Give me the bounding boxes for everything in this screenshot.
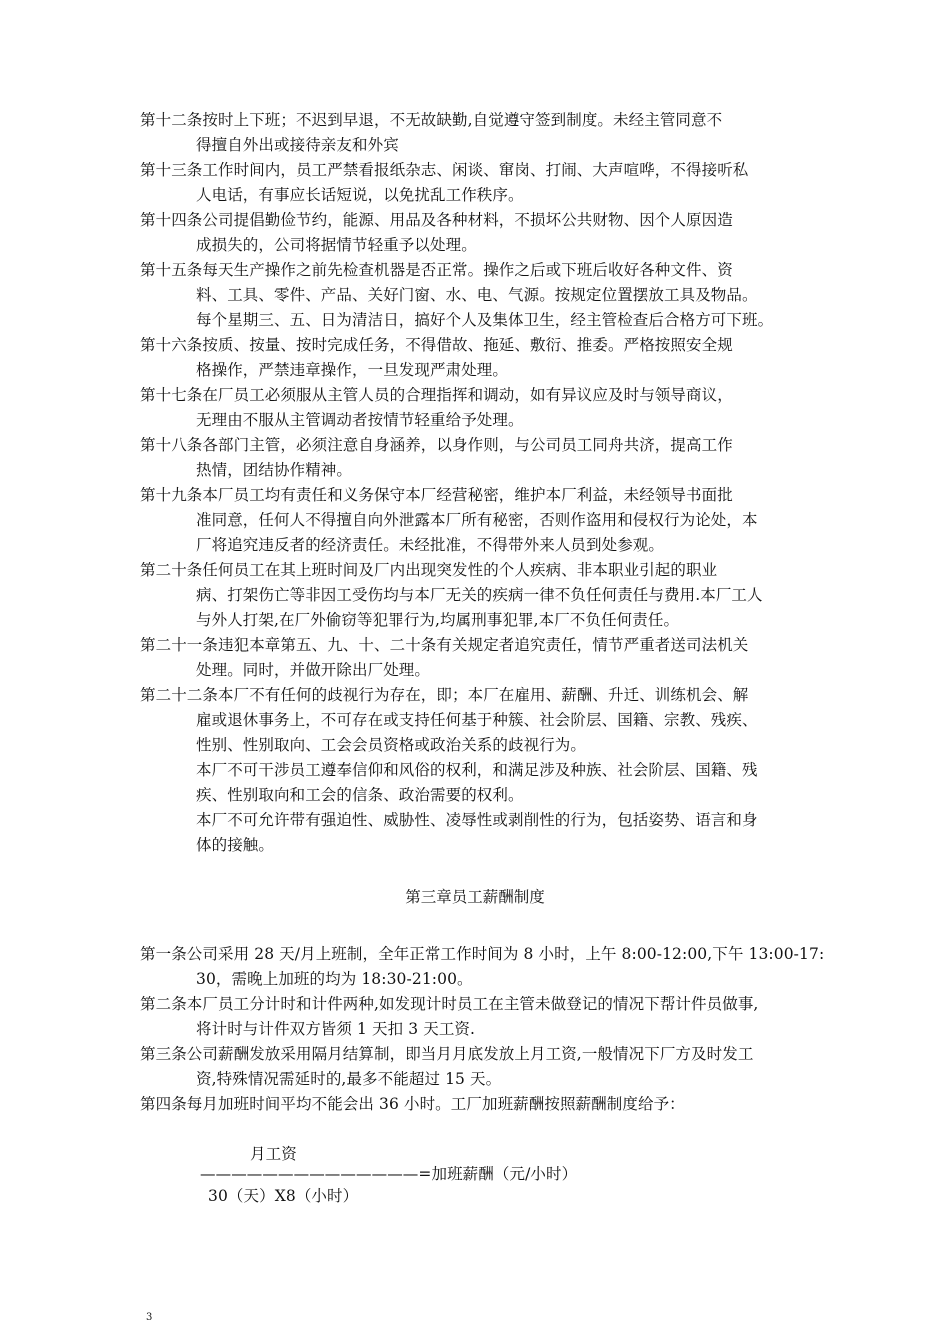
- article-first-line: 第十二条按时上下班；不迟到早退，不无故缺勤,自觉遵守签到制度。未经主管同意不: [140, 111, 723, 129]
- article-continuation-line: 与外人打架,在厂外偷窃等犯罪行为,均属刑事犯罪,本厂不负任何责任。: [196, 611, 680, 629]
- article-continuation-line: 准同意，任何人不得擅自向外泄露本厂所有秘密，否则作盗用和侵权行为论处，本: [196, 511, 758, 529]
- article-continuation-line: 热情，团结协作精神。: [196, 461, 353, 479]
- article-continuation-line: 资,特殊情况需延时的,最多不能超过 15 天。: [196, 1070, 502, 1088]
- page-number: 3: [146, 1312, 153, 1323]
- article-first-line: 第三条公司薪酬发放采用隔月结算制，即当月月底发放上月工资,一般情况下厂方及时发工: [140, 1045, 754, 1063]
- article-first-line: 第二条本厂员工分计时和计件两种,如发现计时员工在主管未做登记的情况下帮计件员做事,: [140, 995, 759, 1013]
- article-first-line: 第十七条在厂员工必须服从主管人员的合理指挥和调动，如有异议应及时与领导商议，: [140, 386, 733, 404]
- article-continuation-line: 每个星期三、五、日为清洁日，搞好个人及集体卫生，经主管检查后合格方可下班。: [196, 311, 774, 329]
- article-continuation-line: 无理由不服从主管调动者按情节轻重给予处理。: [196, 411, 524, 429]
- formula-fraction-line: ——————————————=加班薪酬（元/小时）: [200, 1165, 578, 1183]
- regulations-upper-section: [140, 110, 830, 854]
- article-first-line: 第十四条公司提倡勤俭节约，能源、用品及各种材料，不损坏公共财物、因个人原因造: [140, 211, 733, 229]
- formula-numerator: 月工资: [250, 1145, 297, 1163]
- article-continuation-line: 厂将追究违反者的经济责任。未经批准，不得带外来人员到处参观。: [196, 536, 665, 554]
- article-first-line: 第十三条工作时间内，员工严禁看报纸杂志、闲谈、窜岗、打闹、大声喧哗，不得接听私: [140, 161, 749, 179]
- overtime-formula: [140, 1144, 830, 1214]
- article-first-line: 第一条公司采用 28 天/月上班制，全年正常工作时间为 8 小时，上午 8:00-12:00,下午 13:00-17:: [140, 945, 825, 963]
- article-first-line: 第十六条按质、按量、按时完成任务，不得借故、拖延、敷衍、推委。严格按照安全规: [140, 336, 733, 354]
- article-continuation-line: 30，需晚上加班的均为 18:30-21:00。: [196, 970, 473, 988]
- article-continuation-line: 本厂不可允许带有强迫性、威胁性、凌辱性或剥削性的行为，包括姿势、语言和身: [196, 811, 758, 829]
- article-continuation-line: 性别、性别取向、工会会员资格或政治关系的歧视行为。: [196, 736, 587, 754]
- article-first-line: 第十八条各部门主管，必须注意自身涵养，以身作则，与公司员工同舟共济，提高工作: [140, 436, 733, 454]
- article-continuation-line: 格操作，严禁违章操作，一旦发现严肃处理。: [196, 361, 509, 379]
- article-continuation-line: 人电话，有事应长话短说，以免扰乱工作秩序。: [196, 186, 524, 204]
- article-continuation-line: 将计时与计件双方皆须 1 天扣 3 天工资.: [196, 1020, 476, 1038]
- article-continuation-line: 本厂不可干涉员工遵奉信仰和风俗的权利，和满足涉及种族、社会阶层、国籍、残: [196, 761, 758, 779]
- article-continuation-line: 得擅自外出或接待亲友和外宾: [196, 136, 399, 154]
- article-continuation-line: 成损失的，公司将据情节轻重予以处理。: [196, 236, 477, 254]
- article-first-line: 第二十二条本厂不有任何的歧视行为存在，即；本厂在雇用、薪酬、升迁、训练机会、解: [140, 686, 749, 704]
- article-continuation-line: 料、工具、零件、产品、关好门窗、水、电、气源。按规定位置摆放工具及物品。: [196, 286, 758, 304]
- article-continuation-line: 处理。同时，并做开除出厂处理。: [196, 661, 431, 679]
- article-continuation-line: 病、打架伤亡等非因工受伤均与本厂无关的疾病一律不负任何责任与费用.本厂工人: [196, 586, 763, 604]
- article-first-line: 第四条每月加班时间平均不能会出 36 小时。工厂加班薪酬按照薪酬制度给予：: [140, 1095, 685, 1113]
- article-continuation-line: 体的接触。: [196, 836, 275, 854]
- article-first-line: 第二十一条违犯本章第五、九、十、二十条有关规定者追究责任，情节严重者送司法机关: [140, 636, 749, 654]
- article-first-line: 第十九条本厂员工均有责任和义务保守本厂经营秘密，维护本厂利益，未经领导书面批: [140, 486, 733, 504]
- article-first-line: 第十五条每天生产操作之前先检查机器是否正常。操作之后或下班后收好各种文件、资: [140, 261, 733, 279]
- article-continuation-line: 疾、性别取向和工会的信条、政治需要的权利。: [196, 786, 524, 804]
- article-first-line: 第二十条任何员工在其上班时间及厂内出现突发性的个人疾病、非本职业引起的职业: [140, 561, 718, 579]
- formula-denominator: 30（天）X8（小时）: [208, 1187, 359, 1205]
- salary-articles-section: [140, 944, 830, 1114]
- article-continuation-line: 雇或退休事务上，不可存在或支持任何基于种簇、社会阶层、国籍、宗教、残疾、: [196, 711, 758, 729]
- chapter-title: 第三章员工薪酬制度: [405, 888, 545, 906]
